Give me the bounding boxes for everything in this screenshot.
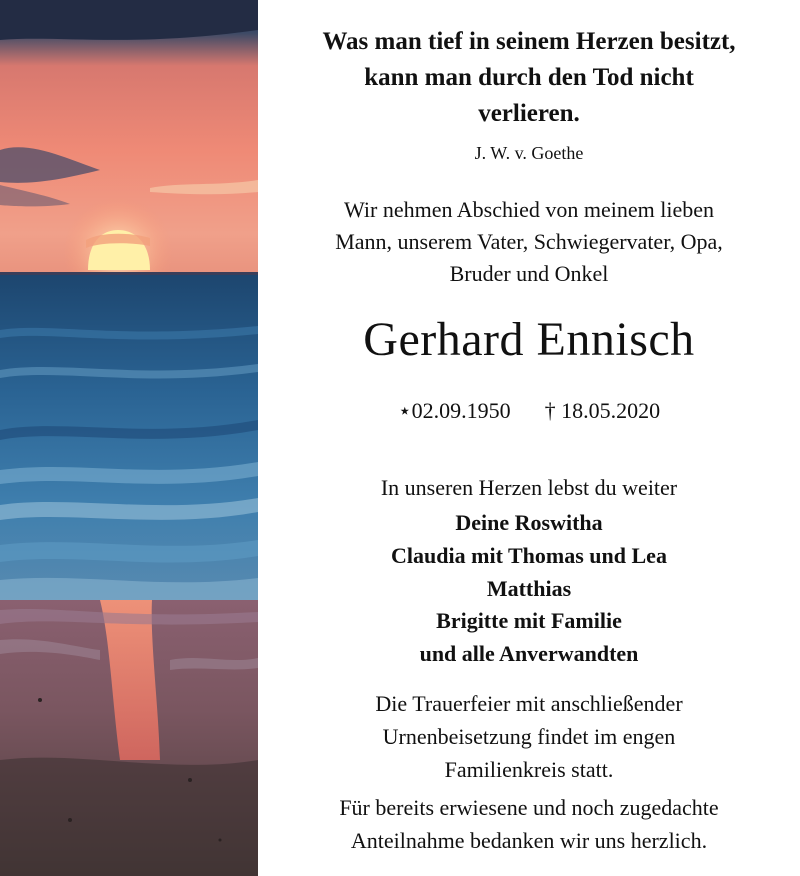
- deceased-name: Gerhard Ennisch: [363, 313, 695, 366]
- thanks-line: Anteilnahme bedanken wir uns herzlich.: [350, 828, 708, 853]
- quote-line: verlieren.: [478, 100, 580, 127]
- quote-line: kann man durch den Tod nicht: [364, 64, 694, 91]
- ceremony-line: Urnenbeisetzung findet im engen: [382, 724, 676, 749]
- death-cross-icon: †: [544, 398, 556, 423]
- death-date: 18.05.2020: [561, 398, 661, 423]
- mourner-name: und alle Anverwandten: [419, 641, 639, 666]
- ceremony-line: Familienkreis statt.: [444, 757, 614, 782]
- thanks-line: Für bereits erwiesene und noch zugedachte: [339, 795, 719, 820]
- quote-author: J. W. v. Goethe: [474, 143, 584, 163]
- mourner-name: Deine Roswitha: [455, 510, 603, 535]
- birth-date: 02.09.1950: [411, 398, 511, 423]
- mourner-name: Claudia mit Thomas und Lea: [391, 543, 667, 568]
- obituary-text: [258, 0, 800, 876]
- intro-line: Bruder und Onkel: [449, 261, 609, 286]
- mourner-name: Matthias: [486, 576, 572, 601]
- intro-line: Wir nehmen Abschied von meinem lieben: [344, 197, 714, 222]
- quote-line: Was man tief in seinem Herzen besitzt,: [322, 28, 736, 55]
- birth-star-icon: ⋆: [397, 398, 412, 423]
- motto: In unseren Herzen lebst du weiter: [380, 475, 678, 500]
- ceremony-line: Die Trauerfeier mit anschließender: [375, 691, 683, 716]
- mourner-name: Brigitte mit Familie: [436, 608, 622, 633]
- life-dates: [258, 398, 800, 424]
- sunset-sea-photo: [0, 0, 258, 876]
- intro-line: Mann, unserem Vater, Schwiegervater, Opa,: [335, 229, 723, 254]
